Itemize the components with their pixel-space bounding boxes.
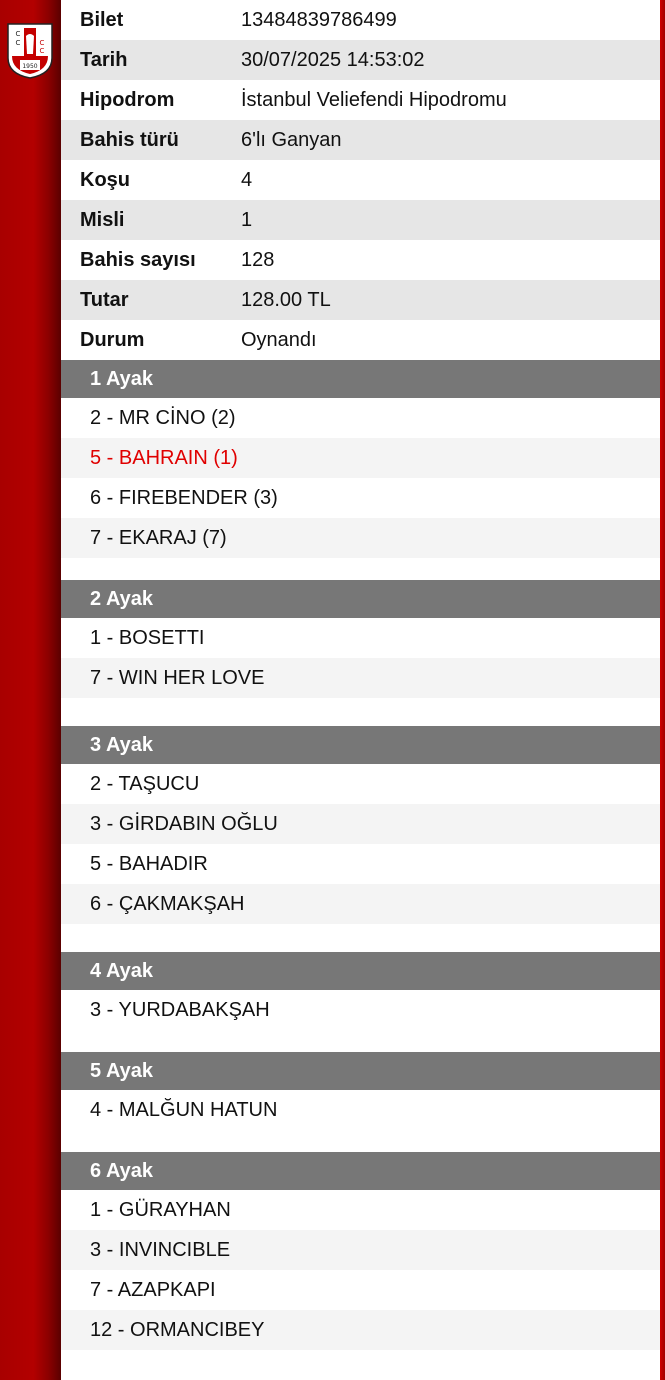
logo-year: 1950 [22,63,38,70]
ticket-info-table [61,0,660,360]
leg-section-4 [61,952,660,1030]
info-value: 6'lı Ganyan [241,128,342,151]
info-value: 1 [241,208,253,231]
info-row-tarih [61,40,660,80]
horse-row: 7 - WIN HER LOVE [61,658,660,698]
horse-row: 7 - EKARAJ (7) [61,518,660,558]
leg-header: 6 Ayak [61,1152,660,1190]
ticket-detail [61,0,660,1350]
leg-section-6 [61,1152,660,1350]
horse-row: 5 - BAHADIR [90,852,208,875]
leg-section-2 [61,580,660,698]
info-row-misli [61,200,660,240]
horse-row: 3 - GİRDABIN OĞLU [61,804,660,844]
info-row-bilet [61,0,660,40]
info-label: Tutar [80,288,129,311]
horse-row: 7 - AZAPKAPI [90,1278,216,1301]
info-row-durum [61,320,660,360]
info-value: Oynandı [241,328,317,351]
horse-row: 2 - TAŞUCU [90,772,200,795]
horse-row: 1 - GÜRAYHAN [90,1198,231,1221]
horse-row-winner: 5 - BAHRAIN (1) [61,438,660,478]
horse-row: 4 - MALĞUN HATUN [90,1098,278,1121]
info-label: Bahis sayısı [80,248,196,271]
info-row-kosu [61,160,660,200]
horse-row: 3 - INVINCIBLE [61,1230,660,1270]
info-value: İstanbul Veliefendi Hipodromu [241,88,507,111]
info-label: Koşu [80,168,130,191]
horse-row: 1 - BOSETTI [90,626,205,649]
horse-row: 2 - MR CİNO (2) [90,406,236,429]
leg-section-5 [61,1052,660,1130]
horse-row: 3 - YURDABAKŞAH [90,998,270,1021]
svg-text:C: C [15,30,21,38]
info-label: Bilet [80,8,124,31]
leg-header: 4 Ayak [61,952,660,990]
right-edge-bar [660,0,665,1380]
leg-header: 3 Ayak [61,726,660,764]
svg-text:C: C [15,39,21,47]
club-shield-logo-icon [6,20,54,80]
info-value: 30/07/2025 14:53:02 [241,48,425,71]
info-label: Durum [80,328,145,351]
info-row-tutar [61,280,660,320]
info-row-bahis-sayisi [61,240,660,280]
leg-section-1 [61,360,660,558]
horse-row: 12 - ORMANCIBEY [61,1310,660,1350]
info-value: 4 [241,168,253,191]
info-value: 128 [241,248,275,271]
leg-section-3 [61,726,660,924]
info-value: 13484839786499 [241,8,397,31]
leg-header: 2 Ayak [61,580,660,618]
svg-text:C: C [39,39,45,47]
leg-header: 1 Ayak [61,360,660,398]
svg-text:C: C [39,47,45,55]
info-label: Bahis türü [80,128,179,151]
info-row-bahis-turu [61,120,660,160]
sidebar [0,0,61,1380]
info-label: Hipodrom [80,88,175,111]
info-value: 128.00 TL [241,288,331,311]
info-label: Misli [80,208,125,231]
horse-row: 6 - FIREBENDER (3) [90,486,278,509]
horse-row: 6 - ÇAKMAKŞAH [61,884,660,924]
info-row-hipodrom [61,80,660,120]
leg-header: 5 Ayak [61,1052,660,1090]
info-label: Tarih [80,48,128,71]
